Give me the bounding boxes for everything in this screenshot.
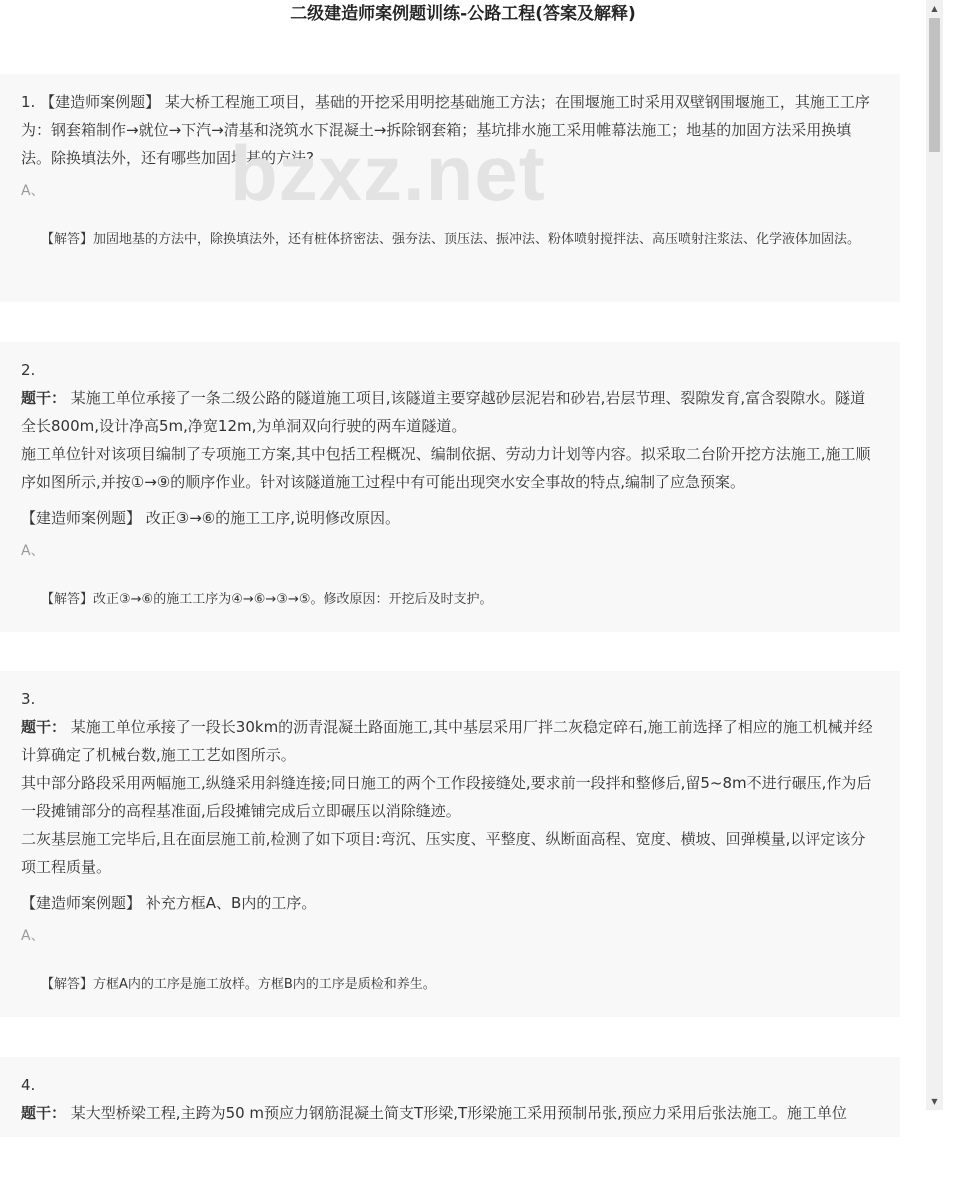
answer-explanation: 【解答】加固地基的方法中，除换填法外，还有桩体挤密法、强夯法、顶压法、振冲法、粉体喷射搅拌法、高压喷射注浆法、化学液体加固法。	[41, 232, 861, 247]
question-number: 2.	[21, 361, 36, 379]
question-text: 1. 【建造师案例题】 某大桥工程施工项目，基础的开挖采用明挖基础施工方法；在围堰施工时采用双壁钢围堰施工，其施工工序为：钢套箱制作→就位→下汽→清基和浇筑水下混凝土→拆除钢套箱；基坑排水施工采用帷幕法施工；地基的加固方法采用换填法。除换填法外，还有哪些加固地基的方法?	[21, 93, 870, 167]
question-stem-paragraph: 二灰基层施工完毕后,且在面层施工前,检测了如下项目:弯沉、压实度、平整度、纵断面高程、宽度、横坡、回弹模量,以评定该分项工程质量。	[21, 830, 866, 876]
question-card-4	[0, 1057, 900, 1137]
question-number: 3.	[21, 690, 36, 708]
answer-explanation: 【解答】方框A内的工序是施工放样。方框B内的工序是质检和养生。	[41, 977, 436, 992]
question-stem: 题干： 某施工单位承接了一段长30km的沥青混凝土路面施工,其中基层采用厂拌二灰稳定碎石,施工前选择了相应的施工机械并经计算确定了机械台数,施工工艺如图所示。	[21, 718, 873, 764]
question-prompt: 【建造师案例题】 改正③→⑥的施工工序,说明修改原因。	[21, 509, 401, 527]
answer-option-a[interactable]: A、	[21, 928, 45, 944]
page-title: 二级建造师案例题训练-公路工程(答案及解释)	[290, 4, 636, 24]
scroll-down-icon[interactable]: ▼	[931, 1097, 938, 1106]
question-stem-paragraph: 其中部分路段采用两幅施工,纵缝采用斜缝连接;同日施工的两个工作段接缝处,要求前一段拌和整修后,留5~8m不进行碾压,作为后一段摊铺部分的高程基准面,后段摊铺完成后立即碾压以消除缝迹。	[21, 774, 872, 820]
answer-option-a[interactable]: A、	[21, 543, 45, 559]
question-card-1	[0, 74, 900, 302]
question-stem: 题干： 某大型桥梁工程,主跨为50 m预应力钢筋混凝土简支T形梁,T形梁施工采用预制吊张,预应力采用后张法施工。施工单位	[21, 1104, 847, 1122]
scrollbar-thumb[interactable]	[929, 18, 940, 152]
stem-label: 题干：	[21, 718, 67, 736]
question-number: 4.	[21, 1076, 36, 1094]
stem-label: 题干：	[21, 389, 67, 407]
question-stem-paragraph: 施工单位针对该项目编制了专项施工方案,其中包括工程概况、编制依据、劳动力计划等内容。拟采取二台阶开挖方法施工,施工顺序如图所示,并按①→⑨的顺序作业。针对该隧道施工过程中有可能出现突水安全事故的特点,编制了应急预案。	[21, 445, 871, 491]
scroll-up-icon[interactable]: ▲	[931, 4, 938, 13]
vertical-scrollbar[interactable]	[926, 0, 943, 1110]
question-prompt: 【建造师案例题】 补充方框A、B内的工序。	[21, 894, 317, 912]
question-card-2	[0, 342, 900, 632]
answer-explanation: 【解答】改正③→⑥的施工工序为④→⑥→③→⑤。修改原因：开挖后及时支护。	[41, 592, 493, 607]
question-stem: 题干： 某施工单位承接了一条二级公路的隧道施工项目,该隧道主要穿越砂层泥岩和砂岩,岩层节理、裂隙发育,富含裂隙水。隧道全长800m,设计净高5m,净宽12m,为单洞双向行驶的两车道隧道。	[21, 389, 866, 435]
stem-label: 题干：	[21, 1104, 67, 1122]
answer-option-a[interactable]: A、	[21, 183, 45, 199]
question-card-3	[0, 671, 900, 1017]
watermark: bzxz.net	[230, 129, 546, 217]
